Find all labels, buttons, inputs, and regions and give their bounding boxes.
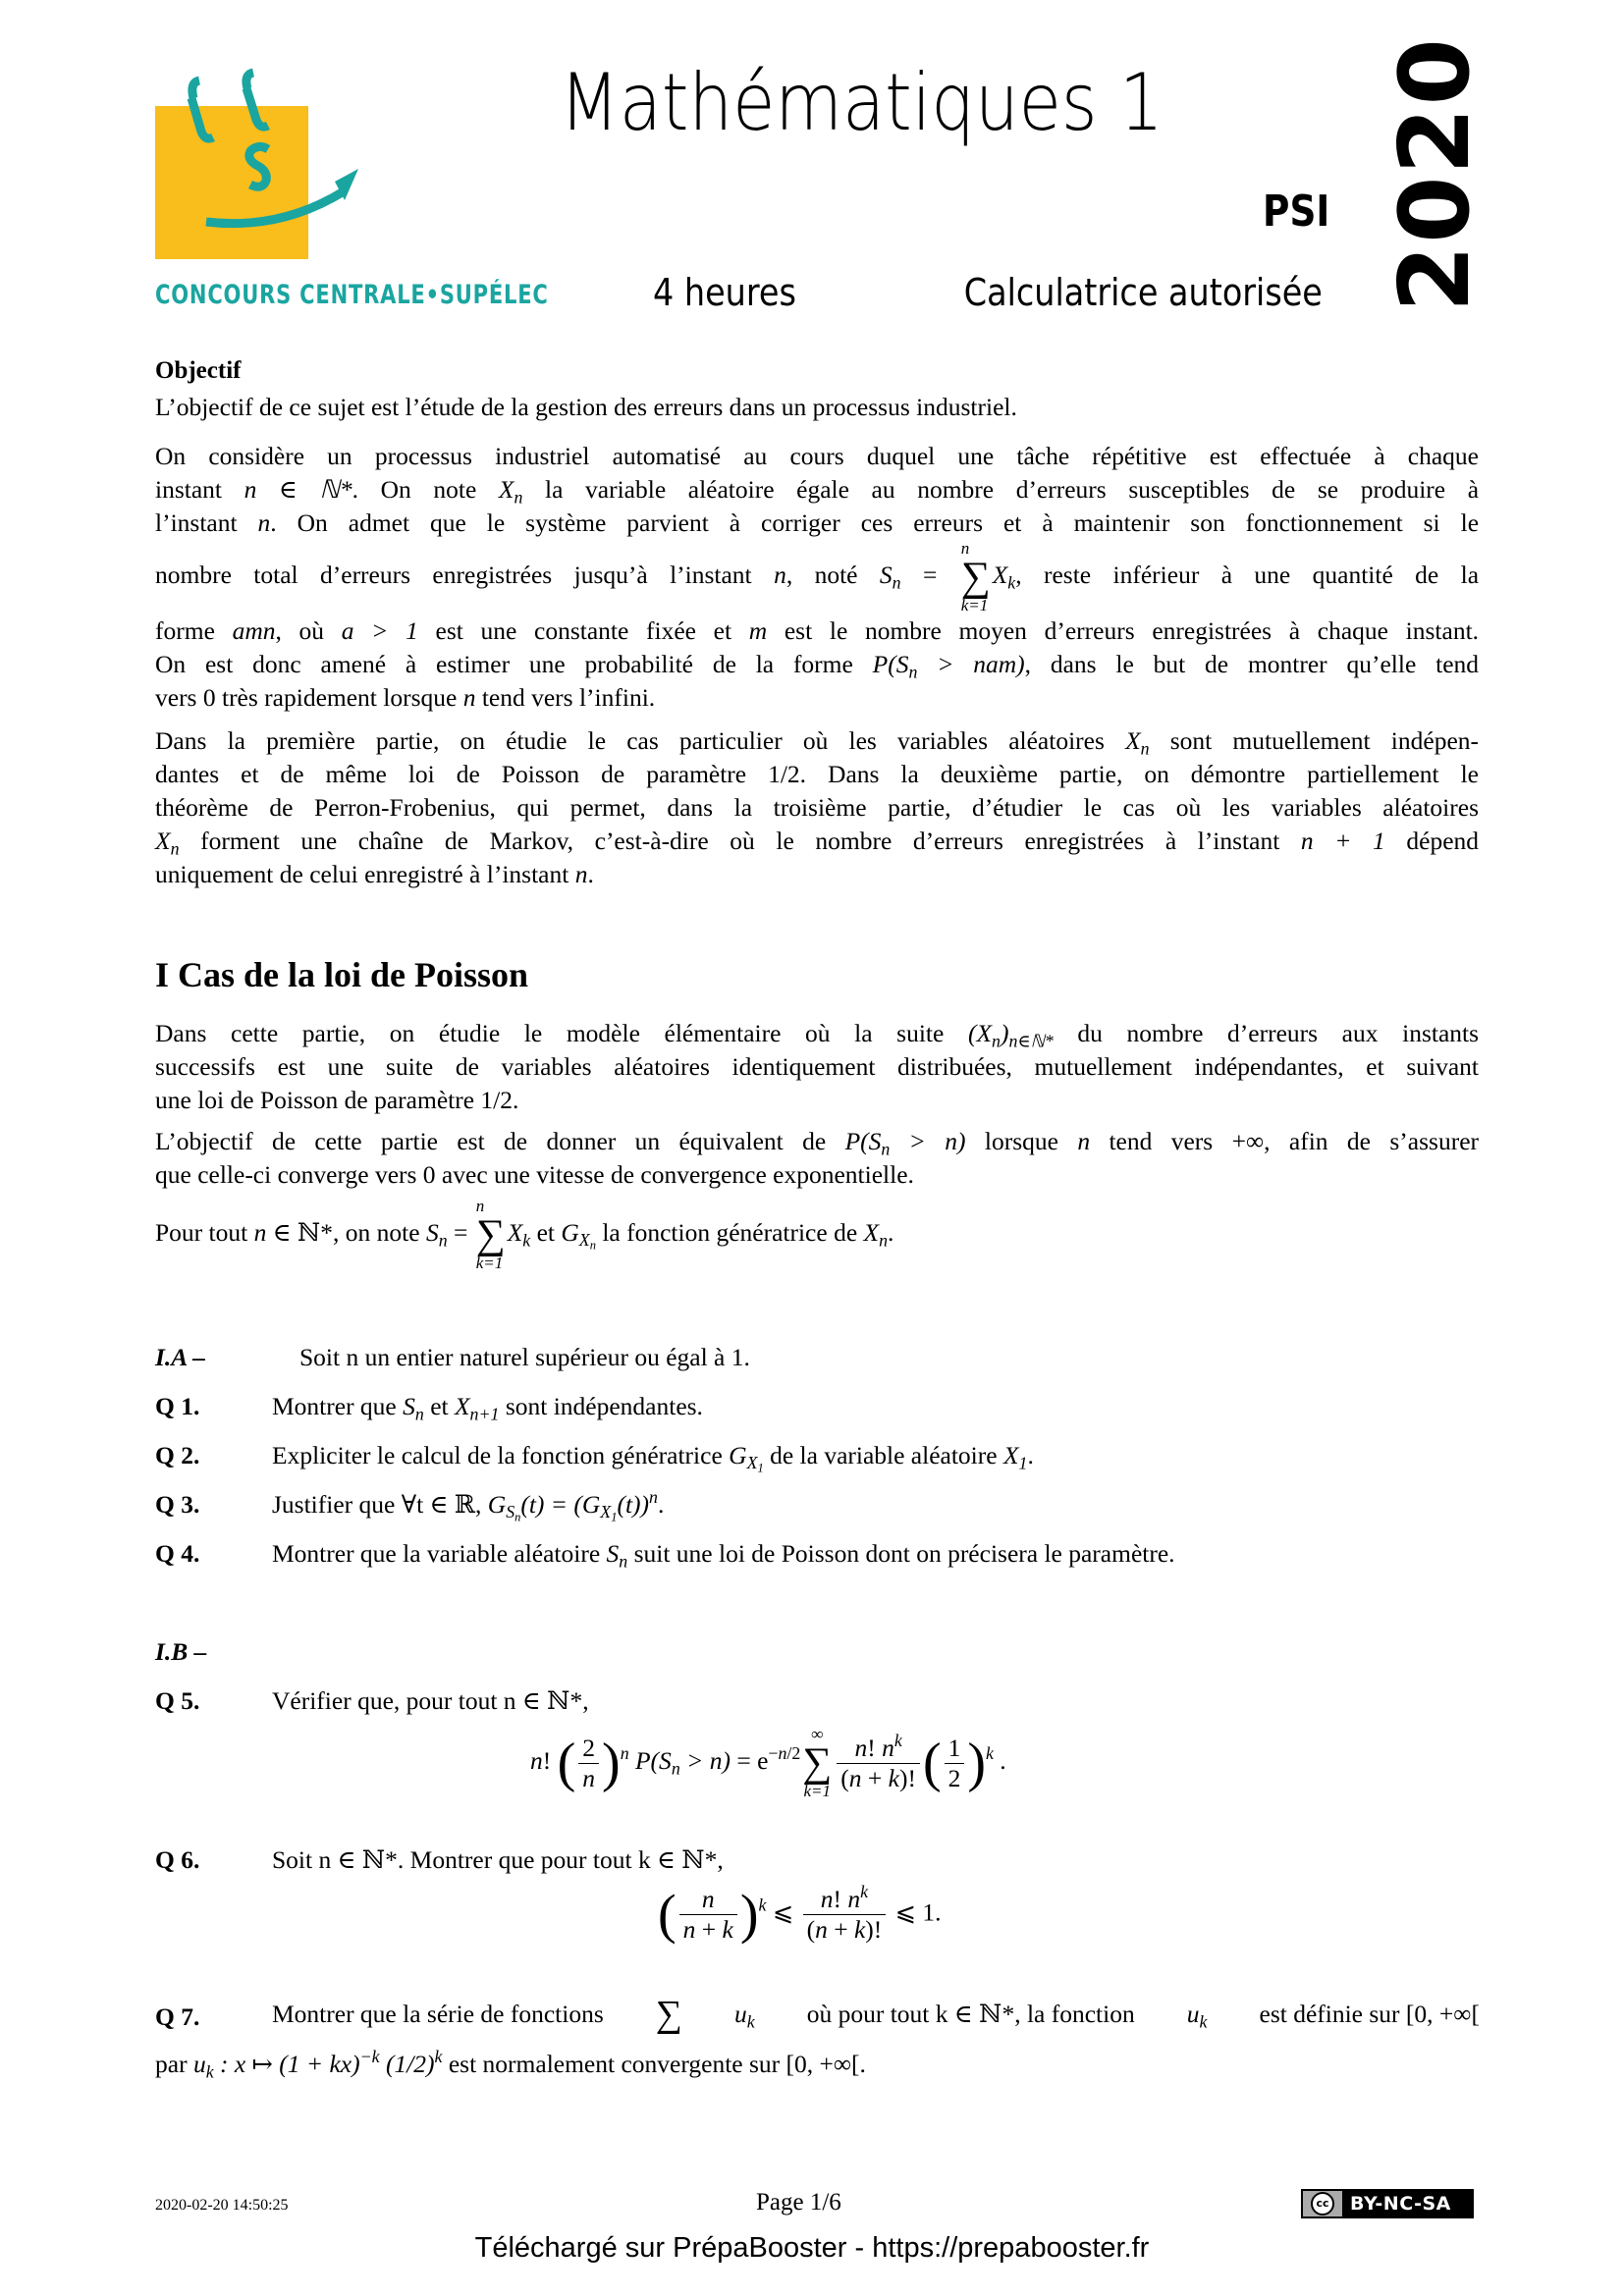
exam-duration: 4 heures [653, 271, 796, 314]
section-paragraph-3: Pour tout n ∈ ℕ*, on note $S_n$ = n ∑ k=1 $X_k$ et $G_{X_n}$ la fonction génératrice de $X_n$. [155, 1197, 894, 1272]
question-label: Q 7. [155, 2002, 200, 2031]
question-text: Vérifier que, pour tout n ∈ ℕ*, [272, 1686, 589, 1715]
question-label: Q 2. [155, 1441, 200, 1469]
question-label: Q 1. [155, 1392, 200, 1420]
equation-q6: ( $\frac{n}{n + k}$ )$^k$ ⩽ $\frac{n! n^k}{(n + k)!}$ ⩽ 1. [658, 1882, 942, 1946]
cc-icon: cc [1303, 2191, 1342, 2216]
exam-track: PSI [1262, 187, 1329, 237]
question-label: Q 3. [155, 1490, 200, 1519]
objectif-paragraph-1: L’objectif de ce sujet est l’étude de la gestion des erreurs dans un processus industriel. [155, 393, 1017, 421]
objectif-heading: Objectif [155, 357, 242, 384]
download-notice[interactable]: Téléchargé sur PrépaBooster - https://prepabooster.fr [474, 2232, 1150, 2264]
question-text: Soit n ∈ ℕ*. Montrer que pour tout k ∈ ℕ*, [272, 1845, 724, 1874]
footer-date: 2020-02-20 14:50:25 [155, 2197, 289, 2214]
section-paragraph-1: Dans cette partie, on étudie le modèle élémentaire où la suite $(X_n)_{n\in ℕ*}$ du nombre d’erreurs aux instants successifs est une suite de variables aléatoires identiquement distribuées, mutuellement indépendantes, et suivant une loi de Poisson de paramètre 1/2. [155, 1019, 1480, 1114]
question-text-continued: par $u_k$ : x ↦ (1 + kx)$^{-k}$ $(1/2)^k$ est normalement convergente sur [0, +∞[. [155, 2047, 866, 2082]
exam-title: Mathématiques 1 [560, 57, 1164, 148]
subsection-label-ib: I.B – [155, 1637, 207, 1666]
question-text: Expliciter le calcul de la fonction génératrice $G_{X_1}$ de la variable aléatoire $X_1$. [272, 1441, 1034, 1476]
question-text: Montrer que $S_n$ et $X_{n+1}$ sont indépendantes. [272, 1392, 703, 1424]
license-label: BY-NC-SA [1350, 2193, 1451, 2215]
question-label: Q 5. [155, 1686, 200, 1715]
ccs-logo-icon [152, 59, 368, 236]
subsection-label-ia: I.A – [155, 1343, 206, 1371]
question-text: Montrer que la série de fonctions ∑ $u_k$ où pour tout k ∈ ℕ*, la fonction $u_k$ est définie sur [0, +∞[ [272, 1994, 1480, 2035]
question-label: Q 6. [155, 1845, 200, 1874]
section-title: I Cas de la loi de Poisson [155, 955, 529, 994]
question-label: Q 4. [155, 1539, 200, 1568]
objectif-paragraph-2: On considère un processus industriel automatisé au cours duquel une tâche répétitive est effectuée à chaque instant n ∈ ℕ*. On note $X_n$ la variable aléatoire égale au nombre d’erreurs susceptibles de se produire à l’instant n. On admet que le système parvient à corriger ces erreurs et à maintenir son fonctionnement si le nombre total d’erreurs enregistrées jusqu’à l’instant n, noté $S_n$ = n ∑ k=1 $X_k$, reste inférieur à une quantité de la forme amn, où a > 1 est une constante fixée et m est le nombre moyen d’erreurs enregistrées à chaque instant. On est donc amené à estimer une probabilité de la forme $P(S_n > nam)$, dans le but de montrer qu’elle tend vers 0 très rapidement lorsque n tend vers l’infini. [155, 442, 1480, 712]
subsection-intro-ia: Soit n un entier naturel supérieur ou égal à 1. [299, 1343, 750, 1371]
objectif-paragraph-3: Dans la première partie, on étudie le cas particulier où les variables aléatoires $X_n$ sont mutuellement indépen- dantes et de même loi de Poisson de paramètre 1/2. Dans la deuxième partie, on démontre partiellement le théorème de Perron-Frobenius, qui permet, dans la troisième partie, d’étudier le cas où les variables aléatoires $X_n$ forment une chaîne de Markov, c’est-à-dire où le nombre d’erreurs enregistrées à l’instant n + 1 dépend uniquement de celui enregistré à l’instant n. [155, 726, 1480, 888]
question-text: Justifier que ∀t ∈ ℝ, $G_{S_n}(t) = (G_{X_1}(t))^n$. [272, 1487, 665, 1525]
license-badge[interactable] [1301, 2189, 1474, 2218]
equation-q5: n! ( $\frac{2}{n}$ )$^n$ $P(S_n > n) = e^{-n/2}$ ∞ ∑ k=1 $\frac{n! n^k}{(n + k)!}$ ( $\frac{1}{2}$ )$^k$ . [530, 1725, 1006, 1800]
logo-text: CONCOURS CENTRALE•SUPÉLEC [155, 280, 549, 310]
page-number: Page 1/6 [756, 2189, 841, 2216]
question-text: Montrer que la variable aléatoire $S_n$ suit une loi de Poisson dont on précisera le paramètre. [272, 1539, 1175, 1572]
calculator-notice: Calculatrice autorisée [963, 271, 1323, 314]
section-paragraph-2: L’objectif de cette partie est de donner un équivalent de $P(S_n > n)$ lorsque n tend vers +∞, afin de s’assurer que celle-ci converge vers 0 avec une vitesse de convergence exponentielle. [155, 1127, 1479, 1189]
exam-year: 2020 [1380, 36, 1491, 312]
